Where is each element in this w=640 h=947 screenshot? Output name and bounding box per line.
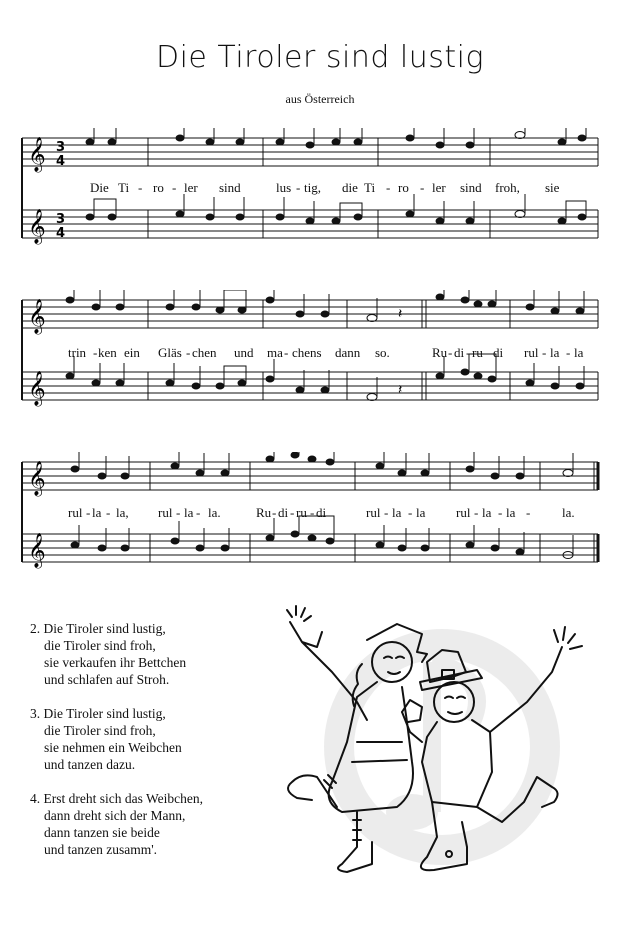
dancing-couple-icon: [262, 602, 622, 902]
svg-text:4: 4: [56, 154, 66, 169]
song-origin: aus Österreich: [285, 92, 355, 106]
verse-4: 4. Erst dreht sich das Weibchen, dann dreht sich der Mann, dann tanzen sie beide und tanzen zusamm'.: [30, 791, 203, 857]
lyrics-line-3: rul - la - la, rul - la - la. Ru - di - ru - di rul - la - la rul - la - la - la.: [68, 505, 575, 520]
svg-text:𝄞: 𝄞: [28, 371, 46, 406]
svg-text:𝄞: 𝄞: [28, 533, 46, 568]
verse-3: 3. Die Tiroler sind lustig, die Tiroler sind froh, sie nehmen ein Weibchen und tanzen dazu.: [30, 706, 182, 772]
svg-text:𝄽: 𝄽: [398, 306, 403, 322]
lyrics-line-1: Die Ti - ro - ler sind lus - tig, die Ti - ro - ler sind froh, sie: [90, 180, 560, 195]
lyrics-line-2: trin - ken ein Gläs - chen und ma - chens dann so. Ru - di - ru - di rul - la - la: [68, 345, 584, 360]
verse-2: 2. Die Tiroler sind lustig, die Tiroler sind froh, sie verkaufen ihr Bettchen und schlafen auf Stroh.: [30, 621, 187, 687]
svg-text:𝄞: 𝄞: [28, 299, 46, 334]
svg-text:𝄞: 𝄞: [28, 461, 46, 496]
svg-text:4: 4: [56, 226, 66, 241]
svg-text:𝄞: 𝄞: [28, 137, 46, 172]
svg-text:3: 3: [56, 212, 66, 227]
song-title: Die Tiroler sind lustig: [156, 40, 484, 75]
additional-verses: [30, 620, 270, 875]
svg-text:3: 3: [56, 140, 66, 155]
svg-text:𝄽: 𝄽: [398, 382, 403, 398]
svg-text:𝄞: 𝄞: [28, 209, 46, 244]
